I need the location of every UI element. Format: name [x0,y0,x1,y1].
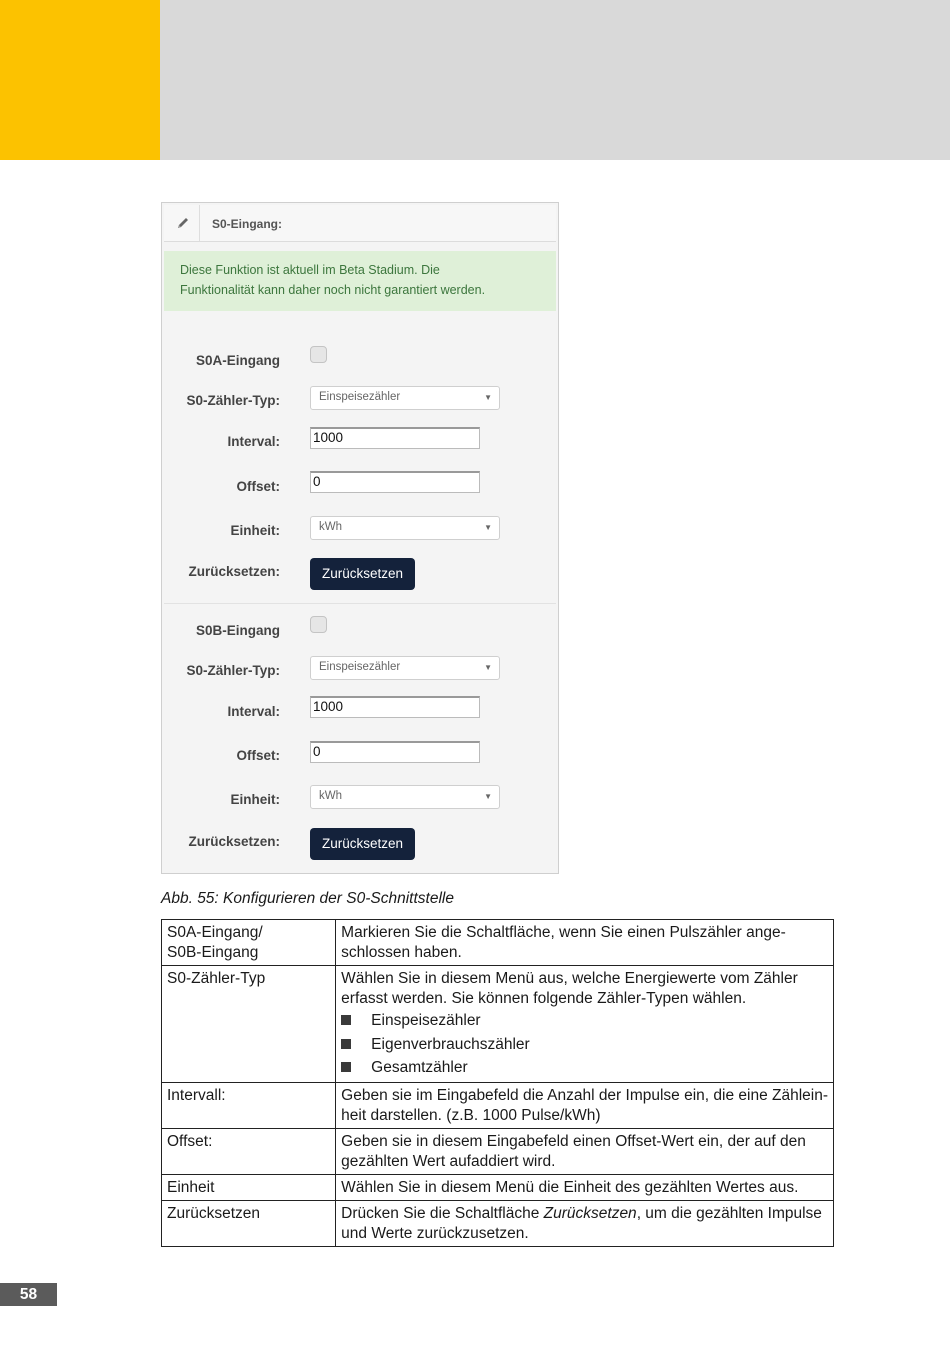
term-cell [162,920,336,966]
page-number: 58 [0,1283,57,1306]
description-text: Wählen Sie in diesem Menü die Einheit des gezählten Wertes aus. [341,1178,799,1196]
table-row [162,1128,834,1174]
term-text: Zurücksetzen [167,1204,261,1222]
term-cell [162,1082,336,1128]
term-cell [162,966,336,1083]
alert-line-1: Diese Funktion ist aktuell im Beta Stadium. Die [180,263,440,277]
s0a-einheit-select[interactable] [310,516,500,540]
s0a-zaehler-typ-label: S0-Zähler-Typ: [186,393,280,408]
header-band [160,0,950,160]
description-text: erfasst werden. Sie können folgende Zähler-Typen wählen. [341,990,747,1007]
description-text: und Werte zurückzusetzen. [341,1224,529,1242]
list-item [341,1056,828,1080]
s0b-zaehler-typ-select[interactable] [310,656,500,680]
square-bullet-icon [341,1039,351,1049]
header-accent-block [0,0,160,160]
square-bullet-icon [341,1062,351,1072]
s0a-zaehler-typ-value: Einspeisezähler [319,391,401,403]
description-text: heit darstellen. (z.B. 1000 Pulse/kWh) [341,1106,601,1124]
term-text: S0A-Eingang/ [167,924,263,941]
s0a-offset-input[interactable]: 0 [310,471,480,493]
s0a-interval-input[interactable]: 1000 [310,427,480,449]
s0b-interval-label: Interval: [227,704,280,719]
caret-down-icon: ▼ [484,663,492,672]
term-text: Einheit [167,1178,215,1196]
description-cell [336,1128,834,1174]
description-cell [336,1200,834,1246]
description-text: gezählten Wert aufaddiert wird. [341,1152,556,1170]
s0a-eingang-label: S0A-Eingang [195,353,280,368]
term-text: Offset: [167,1132,213,1150]
s0a-offset-label: Offset: [236,479,280,494]
s0b-zaehler-typ-label: S0-Zähler-Typ: [186,663,280,678]
s0b-reset-label: Zurücksetzen: [188,834,280,849]
list-item [341,1033,828,1057]
description-text: Wählen Sie in diesem Menü aus, welche Energiewerte vom Zähler [341,970,798,987]
screenshot-figure [161,202,559,874]
term-text: Intervall: [167,1086,226,1104]
figure-caption: Abb. 55: Konfigurieren der S0-Schnittstelle [161,890,454,907]
description-cell [336,920,834,966]
s0b-offset-label: Offset: [236,748,280,763]
list-item-text: Gesamtzähler [371,1059,468,1076]
s0b-reset-button[interactable]: Zurücksetzen [310,828,415,860]
term-text: S0B-Eingang [167,944,259,961]
s0a-reset-button[interactable]: Zurücksetzen [310,558,415,590]
term-cell [162,1174,336,1200]
list-item-text: Einspeisezähler [371,1012,481,1029]
term-text: S0-Zähler-Typ [167,970,266,987]
description-cell [336,1174,834,1200]
description-table [161,919,834,1247]
description-cell [336,1082,834,1128]
section-divider [164,603,556,604]
table-row [162,1082,834,1128]
description-text: Markieren Sie die Schaltfläche, wenn Sie einen Pulszähler ange- [341,924,786,941]
caret-down-icon: ▼ [484,792,492,801]
list-item-text: Eigenverbrauchszähler [371,1035,530,1053]
s0b-offset-input[interactable]: 0 [310,741,480,763]
panel-title: S0-Eingang: [212,217,283,231]
s0a-einheit-label: Einheit: [230,523,280,538]
s0b-einheit-value: kWh [319,790,342,802]
panel-header [164,205,556,242]
beta-alert [164,251,556,311]
description-text-end: , um die gezählten Impulse [636,1204,822,1222]
s0b-einheit-select[interactable] [310,785,500,809]
s0a-reset-label: Zurücksetzen: [188,564,280,579]
s0b-eingang-label: S0B-Eingang [195,623,280,638]
description-text [341,1204,828,1224]
alert-line-2: Funktionalität kann daher noch nicht garantiert werden. [180,283,486,297]
pencil-icon[interactable] [176,216,190,230]
table-row [162,1200,834,1246]
table-row [162,920,834,966]
s0b-eingang-checkbox[interactable] [310,616,327,633]
caret-down-icon: ▼ [484,393,492,402]
table-row [162,1174,834,1200]
s0b-zaehler-typ-value: Einspeisezähler [319,661,401,673]
description-text: schlossen haben. [341,944,462,961]
description-text: Geben sie im Eingabefeld die Anzahl der Impulse ein, die eine Zählein- [341,1086,828,1104]
s0a-einheit-value: kWh [319,521,342,533]
s0a-eingang-checkbox[interactable] [310,346,327,363]
description-cell [336,966,834,1083]
s0b-einheit-label: Einheit: [230,792,280,807]
description-emphasis: Zurücksetzen [543,1204,637,1222]
description-text: Geben sie in diesem Eingabefeld einen Offset-Wert ein, der auf den [341,1132,806,1150]
s0a-zaehler-typ-select[interactable] [310,386,500,410]
term-cell [162,1128,336,1174]
header-separator [199,205,200,241]
description-text-start: Drücken Sie die Schaltfläche [341,1204,544,1222]
s0b-interval-input[interactable]: 1000 [310,696,480,718]
table-row [162,966,834,1083]
s0a-interval-label: Interval: [227,434,280,449]
square-bullet-icon [341,1015,351,1025]
caret-down-icon: ▼ [484,523,492,532]
term-cell [162,1200,336,1246]
list-item [341,1009,828,1033]
